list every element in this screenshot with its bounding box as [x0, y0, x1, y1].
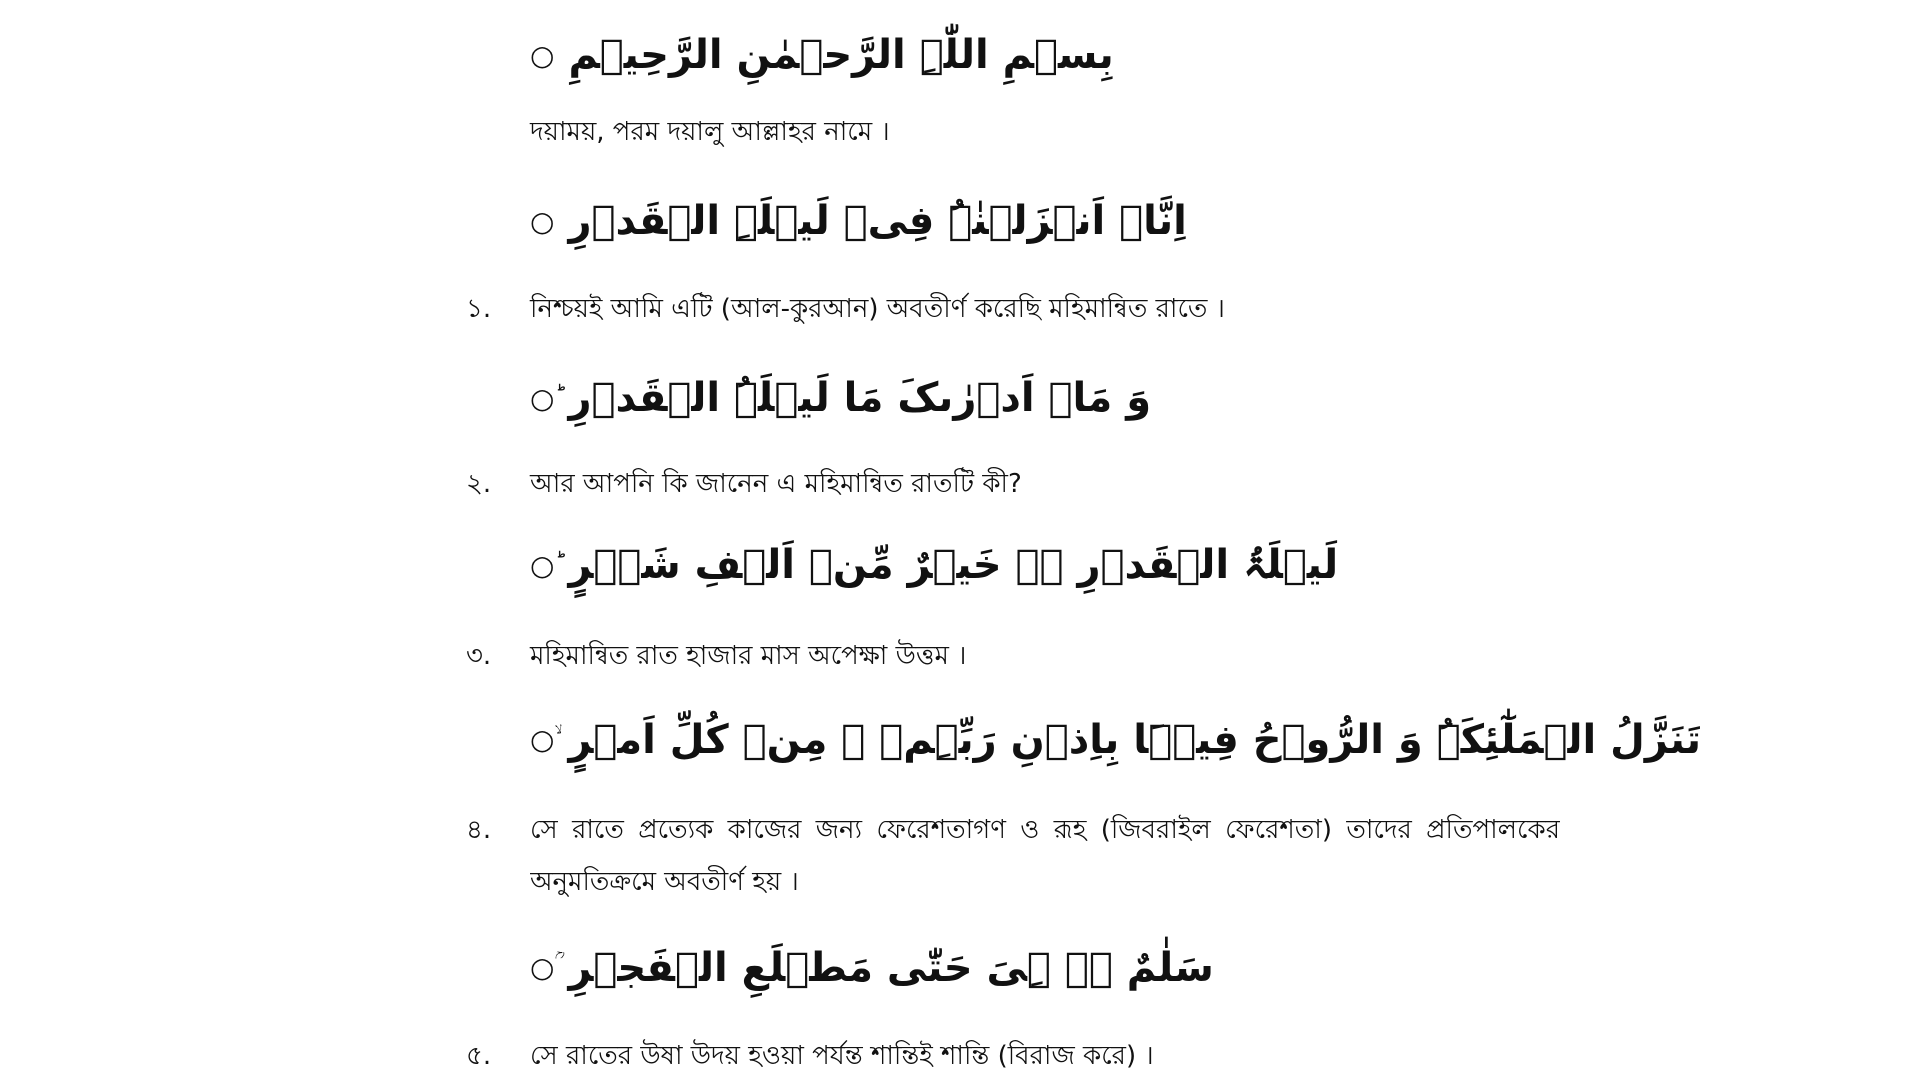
- ayah-1-end-mark: ○: [530, 204, 555, 238]
- ayah-3-number: ৩.: [466, 641, 492, 671]
- ayah-3-arabic: [530, 530, 1338, 600]
- ayah-1-arabic: [530, 186, 1187, 256]
- ayah-5-number: ৫.: [466, 1041, 492, 1071]
- ayah-5-arabic: [530, 933, 1214, 1003]
- ayah-5-end-mark: ؒ○: [530, 951, 555, 984]
- bismillah-arabic-text: بِسۡمِ اللّٰہِ الرَّحۡمٰنِ الرَّحِیۡمِ: [568, 32, 1114, 78]
- ayah-1-arabic-text: اِنَّاۤ اَنۡزَلۡنٰہُ فِیۡ لَیۡلَۃِ الۡقَدۡرِ: [568, 198, 1187, 244]
- ayah-3-arabic-text: لَیۡلَۃُ الۡقَدۡرِ ۬ۙ خَیۡرٌ مِّنۡ اَلۡفِ شَہۡرٍ: [568, 542, 1339, 588]
- ayah-4-translation: সে রাতে প্রত্যেক কাজের জন্য ফেরেশতাগণ ও রূহ (জিবরাইল ফেরেশতা) তাদের প্রতিপালকের অনুমতিক্রমে অবতীর্ণ হয় ।: [530, 815, 1560, 897]
- ayah-4-end-mark: ۙ○: [530, 723, 555, 756]
- ayah-3-translation: মহিমান্বিত রাত হাজার মাস অপেক্ষা উত্তম ।: [530, 641, 967, 671]
- ayah-3-end-mark: ؕ○: [530, 548, 555, 582]
- ayah-2-arabic: [530, 363, 1151, 433]
- ayah-1-number: ১.: [466, 294, 492, 324]
- bismillah-arabic: [530, 20, 1114, 90]
- ayah-4-arabic: [530, 705, 1701, 775]
- bismillah-translation: দয়াময়, পরম দয়ালু আল্লাহর নামে ।: [530, 117, 890, 147]
- ayah-2-number: ২.: [466, 469, 492, 499]
- ayah-2-end-mark: ؕ○: [530, 381, 555, 415]
- ayah-end-mark: ○: [530, 38, 555, 72]
- ayah-5-arabic-text: سَلٰمٌ ۟ۛ ہِیَ حَتّٰی مَطۡلَعِ الۡفَجۡرِ: [568, 945, 1214, 991]
- ayah-5-translation: সে রাতের উষা উদয় হওয়া পর্যন্ত শান্তিই শান্তি (বিরাজ করে) ।: [530, 1041, 1154, 1071]
- ayah-4-arabic-text: تَنَزَّلُ الۡمَلٰٓئِکَۃُ وَ الرُّوۡحُ فِیۡہَا بِاِذۡنِ رَبِّہِمۡ ۚ مِنۡ کُلِّ اَمۡرٍ: [568, 717, 1702, 763]
- ayah-1-translation: নিশ্চয়ই আমি এটি (আল-কুরআন) অবতীর্ণ করেছি মহিমান্বিত রাতে ।: [530, 294, 1225, 324]
- ayah-4-number: ৪.: [466, 815, 492, 845]
- ayah-2-arabic-text: وَ مَاۤ اَدۡرٰىکَ مَا لَیۡلَۃُ الۡقَدۡرِ: [568, 375, 1152, 421]
- ayah-2-translation: আর আপনি কি জানেন এ মহিমান্বিত রাতটি কী?: [530, 469, 1022, 499]
